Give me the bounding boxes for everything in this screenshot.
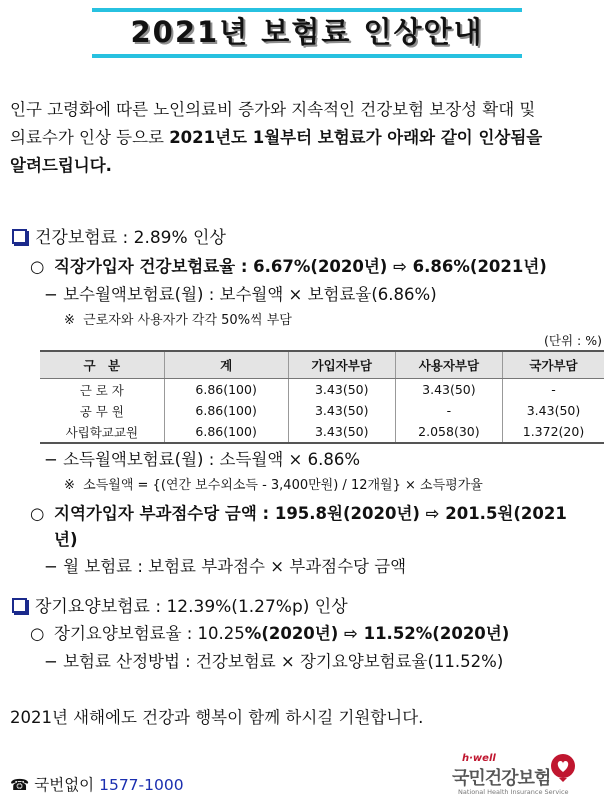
table-cell: 3.43(50) (288, 421, 395, 443)
checkbox-square-icon (12, 598, 27, 613)
table-cell: 3.43(50) (288, 400, 395, 421)
ltc-heading-text: 장기요양보험료 : 12.39%(1.27%p) 인상 (35, 597, 348, 617)
table-unit-label: (단위 : %) (544, 333, 602, 348)
circle-bullet-icon: ○ (30, 257, 45, 276)
wage-formula-line (44, 281, 437, 305)
ltc-formula-line (44, 648, 503, 672)
table-cell: - (395, 400, 502, 421)
page-title: 2021년 보험료 인상안내 (130, 15, 484, 49)
table-cell: 사립학교교원 (40, 421, 164, 443)
table-cell: 1.372(20) (502, 421, 604, 443)
checkbox-square-icon (12, 229, 27, 244)
title-bottom-rule (92, 54, 522, 58)
health-heading-text: 건강보험료 : 2.89% 인상 (35, 228, 226, 248)
regional-formula-line (44, 553, 406, 577)
table-header-cell: 계 (164, 351, 288, 379)
ltc-section-heading (12, 592, 348, 617)
table-cell: 공 무 원 (79, 403, 124, 419)
wage-formula-text: 보수월액보험료(월) : 보수월액 × 보험료율(6.86%) (63, 285, 437, 304)
table-header-cell: 사용자부담 (395, 351, 502, 379)
table-cell: 6.86(100) (164, 421, 288, 443)
ltc-formula-text: 보험료 산정방법 : 건강보험료 × 장기요양보험료율(11.52%) (63, 652, 504, 671)
dash-bullet-icon: − (44, 652, 58, 671)
table-cell: 2.058(30) (395, 421, 502, 443)
ltc-rate-line (30, 620, 509, 644)
table-header-row (40, 351, 604, 379)
phone-icon: ☎ (10, 776, 30, 794)
logo-english: National Health Insurance Service (458, 788, 569, 796)
employee-rate-line (30, 253, 547, 277)
table-cell: 근 로 자 (79, 382, 124, 398)
wage-note-line (64, 309, 292, 328)
table-header-cell: 구 분 (40, 351, 164, 379)
income-note-text: 소득월액 = {(연간 보수외소득 - 3,400만원) / 12개월} × 소득평가율 (83, 478, 483, 493)
regional-rate-continued: 년) (54, 530, 78, 549)
phone-number[interactable]: 1577-1000 (99, 776, 184, 794)
table-cell: 3.43(50) (288, 379, 395, 401)
logo-name: 국민건강보험 (452, 768, 551, 789)
ltc-rate-prefix: 장기요양보험료율 : 10.25 (54, 624, 245, 643)
table-cell: - (502, 379, 604, 401)
income-formula-text: 소득월액보험료(월) : 소득월액 × 6.86% (63, 450, 361, 469)
closing-message: 2021년 새해에도 건강과 행복이 함께 하시길 기원합니다. (10, 708, 424, 727)
table-header-cell: 국가부담 (502, 351, 604, 379)
circle-bullet-icon: ○ (30, 504, 45, 523)
table-cell: 6.86(100) (164, 400, 288, 421)
intro-emphasis: 2021년도 1월부터 보험료가 아래와 같이 인상됨을 알려드립니다. (10, 128, 543, 175)
health-section-heading (12, 223, 226, 248)
phone-contact (10, 773, 184, 795)
table-cell: 6.86(100) (164, 379, 288, 401)
contribution-table (40, 350, 604, 444)
wage-note-text: 근로자와 사용자가 각각 50%씩 부담 (83, 313, 292, 328)
table-header-cell: 가입자부담 (288, 351, 395, 379)
income-note-line (64, 474, 483, 493)
table-row (40, 421, 604, 443)
regional-rate-text: 지역가입자 부과점수당 금액 : 195.8원(2020년) ⇨ 201.5원(2021 (54, 504, 567, 523)
employee-rate-text: 직장가입자 건강보험료율 : 6.67%(2020년) ⇨ 6.86%(2021년) (54, 257, 547, 276)
heart-icon (550, 753, 576, 783)
logo-tagline: h·well (462, 753, 496, 764)
table-cell: 3.43(50) (502, 400, 604, 421)
nhis-logo (452, 753, 576, 801)
intro-paragraph (10, 96, 604, 180)
intro-text: 인구 고령화에 따른 노인의료비 증가와 지속적인 건강보험 보장성 확대 및 의료수가 인상 등으로 (10, 100, 536, 147)
circle-bullet-icon: ○ (30, 624, 45, 643)
dash-bullet-icon: − (44, 557, 58, 576)
ltc-rate-emphasis: %(2020년) ⇨ 11.52%(2020년) (244, 624, 510, 643)
income-formula-line (44, 446, 360, 470)
title-banner (92, 8, 522, 58)
table-cell: 3.43(50) (395, 379, 502, 401)
regional-formula-text: 월 보험료 : 보험료 부과점수 × 부과점수당 금액 (63, 557, 407, 576)
dash-bullet-icon: − (44, 285, 58, 304)
regional-rate-line (30, 500, 567, 524)
dash-bullet-icon: − (44, 450, 58, 469)
table-row (40, 379, 604, 401)
phone-label: 국번없이 (34, 776, 95, 794)
note-mark-icon: ※ (64, 313, 75, 328)
table-row (40, 400, 604, 421)
note-mark-icon: ※ (64, 478, 75, 493)
